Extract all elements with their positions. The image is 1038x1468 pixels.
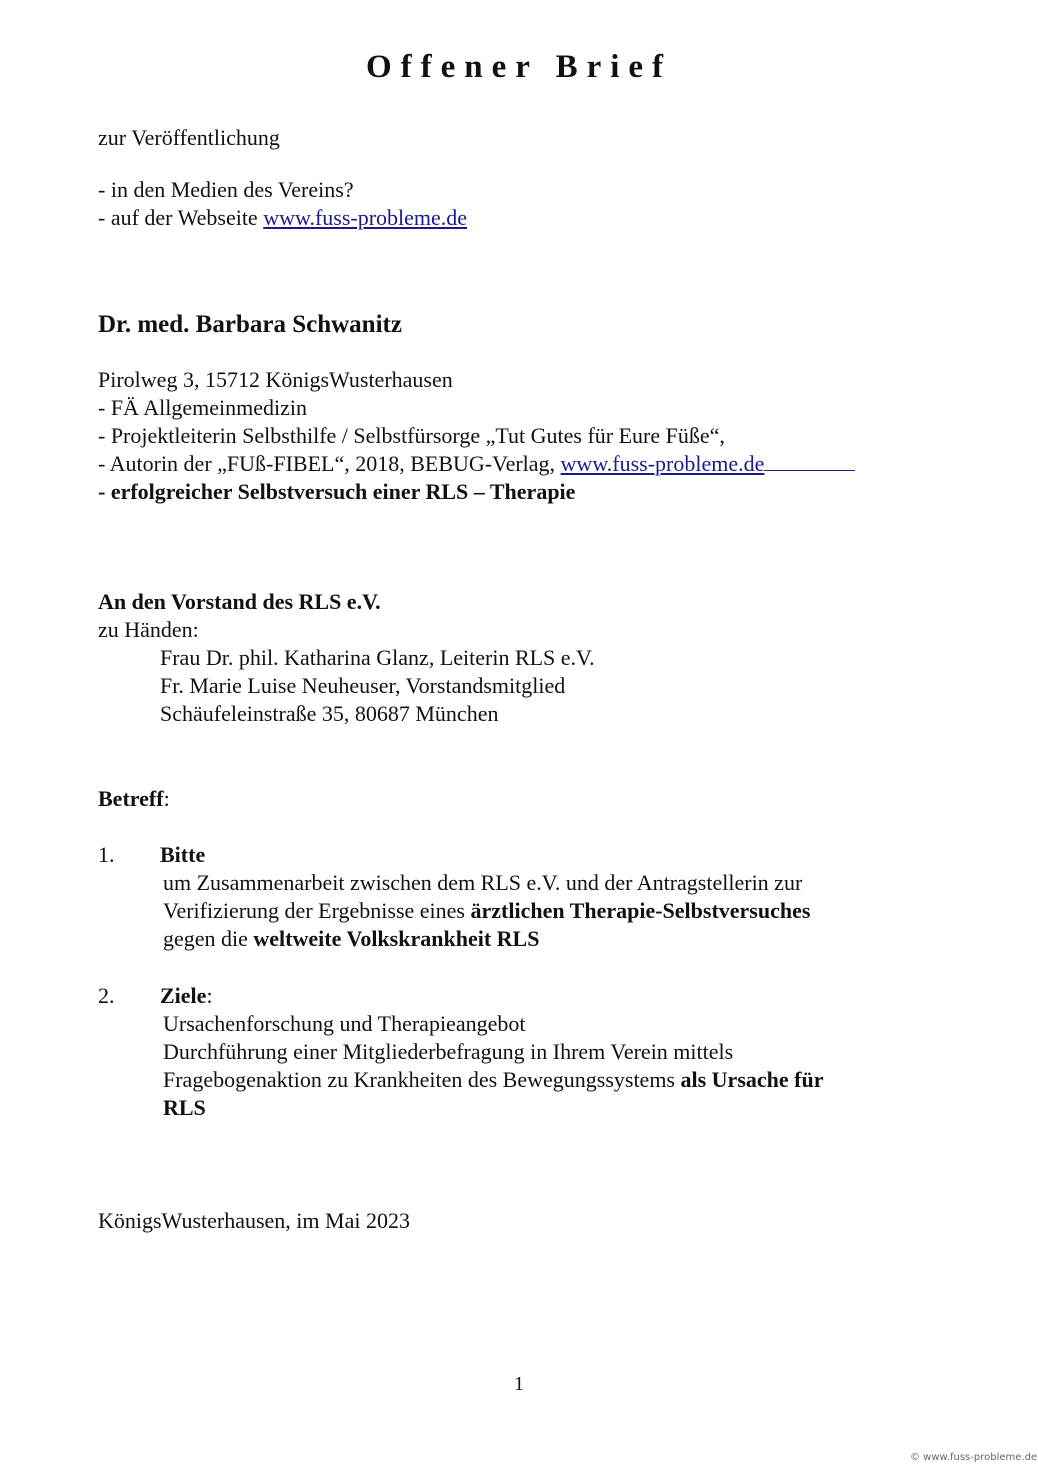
subject-label-text: Betreff <box>98 786 164 811</box>
recipient-person-1: Frau Dr. phil. Katharina Glanz, Leiterin RLS e.V. <box>160 645 595 670</box>
publication-note: zur Veröffentlichung <box>98 125 280 150</box>
subject-label <box>98 785 170 813</box>
item-2-line-3 <box>163 1066 823 1094</box>
watermark: © www.fuss-probleme.de <box>910 1452 1038 1463</box>
recipient-person-2: Fr. Marie Luise Neuheuser, Vorstandsmitglied <box>160 673 566 698</box>
item-1-line-3 <box>163 925 539 953</box>
website-link[interactable]: www.fuss-probleme.de <box>263 205 468 230</box>
item-2-line-3-text: Fragebogenaktion zu Krankheiten des Bewegungssystems <box>163 1067 681 1092</box>
sender-role-3 <box>98 450 855 478</box>
sender-role-4: - erfolgreicher Selbstversuch einer RLS – Therapie <box>98 479 576 504</box>
item-2-line-2: Durchführung einer Mitgliederbefragung in Ihrem Verein mittels <box>163 1039 734 1064</box>
item-1-heading: Bitte <box>160 842 206 867</box>
item-2-line-3-bold: als Ursache für <box>680 1067 824 1092</box>
item-2-number: 2. <box>98 983 115 1008</box>
item-1-line-2-bold: ärztlichen Therapie-Selbstversuches <box>470 898 811 923</box>
publication-website <box>98 204 467 232</box>
item-1-line-3-bold: weltweite Volkskrankheit RLS <box>253 926 540 951</box>
item-2-line-4: RLS <box>163 1095 206 1120</box>
item-1-line-1: um Zusammenarbeit zwischen dem RLS e.V. und der Antragstellerin zur <box>163 870 803 895</box>
subject-colon: : <box>163 786 170 811</box>
sender-name: Dr. med. Barbara Schwanitz <box>98 311 402 338</box>
website-link-2[interactable]: www.fuss-probleme.de <box>560 451 765 476</box>
page-number: 1 <box>514 1373 524 1395</box>
sender-role-3-label: - Autorin der „FUß-FIBEL“, 2018, BEBUG-Verlag, <box>98 451 561 476</box>
recipient-address: Schäufeleinstraße 35, 80687 München <box>160 701 499 726</box>
item-2-line-1: Ursachenforschung und Therapieangebot <box>163 1011 526 1036</box>
place-date: KönigsWusterhausen, im Mai 2023 <box>98 1208 410 1233</box>
item-2-heading-colon: : <box>206 983 213 1008</box>
sender-address: Pirolweg 3, 15712 KönigsWusterhausen <box>98 367 453 392</box>
letter-title: Offener Brief <box>365 49 673 85</box>
item-1-line-2-text: Verifizierung der Ergebnisse eines <box>163 898 471 923</box>
item-1-line-2 <box>163 897 810 925</box>
recipient-attention: zu Händen: <box>98 617 199 642</box>
publication-website-label: - auf der Webseite <box>98 205 264 230</box>
link-underline-pad <box>764 450 855 471</box>
item-1-number: 1. <box>98 842 115 867</box>
item-2-heading <box>160 982 213 1010</box>
recipient-heading: An den Vorstand des RLS e.V. <box>98 589 381 614</box>
item-1-line-3-text: gegen die <box>163 926 254 951</box>
publication-media: - in den Medien des Vereins? <box>98 177 354 202</box>
sender-role-2: - Projektleiterin Selbsthilfe / Selbstfürsorge „Tut Gutes für Eure Füße“, <box>98 423 725 448</box>
item-2-heading-text: Ziele <box>160 983 207 1008</box>
sender-role-1: - FÄ Allgemeinmedizin <box>98 395 307 420</box>
